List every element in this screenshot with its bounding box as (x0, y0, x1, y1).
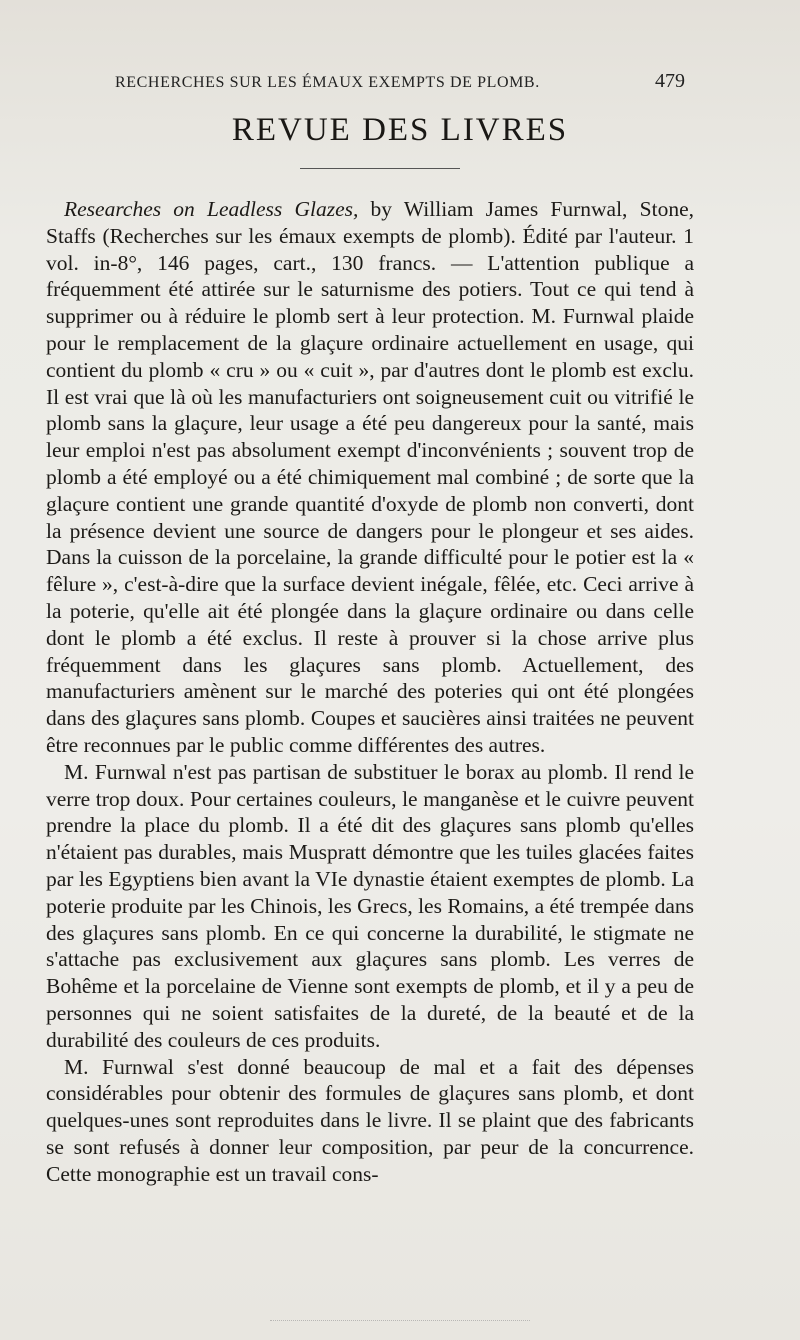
paragraph-2: M. Furnwal n'est pas partisan de substituer le borax au plomb. Il rend le verre trop doux. Pour certaines couleurs, le manganèse et le cuivre peuvent prendre la place du plomb. Il a été dit des glaçures sans plomb qu'elles n'étaient pas durables, mais Muspratt démontre que les tuiles glacées faites par les Egyptiens bien avant la VIe dynastie étaient exemptes de plomb. La poterie produite par les Chinois, les Grecs, les Romains, a été trempée dans des glaçures sans plomb. En ce qui concerne la durabilité, le stigmate ne s'attache pas exclusivement aux glaçures sans plomb. Les verres de Bohême et la porcelaine de Vienne sont exempts de plomb, et il y a peu de personnes qui ne soient satisfaites de la dureté, de la beauté et de la durabilité des couleurs de ces produits. (46, 759, 694, 1052)
footer-printer-mark (270, 1320, 530, 1327)
book-title: Researches on Leadless Glazes, (64, 197, 359, 221)
running-head-title: RECHERCHES SUR LES ÉMAUX EXEMPTS DE PLOMB. (115, 74, 540, 91)
section-title: REVUE DES LIVRES (231, 112, 569, 148)
page-number: 479 (655, 70, 685, 92)
article-body (46, 196, 694, 1187)
paragraph-1-text: by William James Furnwal, Stone, Staffs (Recherches sur les émaux exempts de plomb). Édité par l'auteur. 1 vol. in-8°, 146 pages, cart., 130 francs. — L'attention publique a fréquemment été attirée sur le saturnisme des potiers. Tout ce qui tend à supprimer ou à réduire le plomb sert à leur protection. M. Furnwal plaide pour le remplacement de la glaçure ordinaire actuellement en usage, qui contient du plomb « cru » ou « cuit », par d'autres dont le plomb est exclu. Il est vrai que là où les manufacturiers ont soigneusement cuit ou vitrifié le plomb sans la glaçure, leur usage a été peu dangereux pour la santé, mais leur emploi n'est pas absolument exempt d'inconvénients ; souvent trop de plomb a été employé ou a été chimiquement mal combiné ; de sorte que la glaçure contient une grande quantité d'oxyde de plomb non converti, dont la présence devient une source de dangers pour le plongeur et ses aides. Dans la cuisson de la porcelaine, la grande difficulté pour le potier est la « fêlure », c'est-à-dire que la surface devient inégale, fêlée, etc. Ceci arrive à la poterie, qu'elle ait été plongée dans la glaçure ordinaire ou dans celle dont le plomb a été exclus. Il reste à prouver si la chose arrive plus fréquemment dans les glaçures sans plomb. Actuellement, des manufacturiers amènent sur le marché des poteries qui ont été plongées dans des glaçures sans plomb. Coupes et saucières ainsi traitées ne peuvent être reconnues par le public comme différentes des autres. (46, 197, 694, 757)
running-head (115, 70, 685, 98)
paragraph-3: M. Furnwal s'est donné beaucoup de mal et a fait des dépenses considérables pour obtenir des formules de glaçures sans plomb, et dont quelques-unes sont reproduites dans le livre. Il se plaint que des fabricants se sont refusés à donner leur composition, par peur de la concurrence. Cette monographie est un travail cons- (46, 1054, 694, 1186)
title-rule (300, 168, 460, 169)
paragraph-1 (46, 196, 694, 759)
